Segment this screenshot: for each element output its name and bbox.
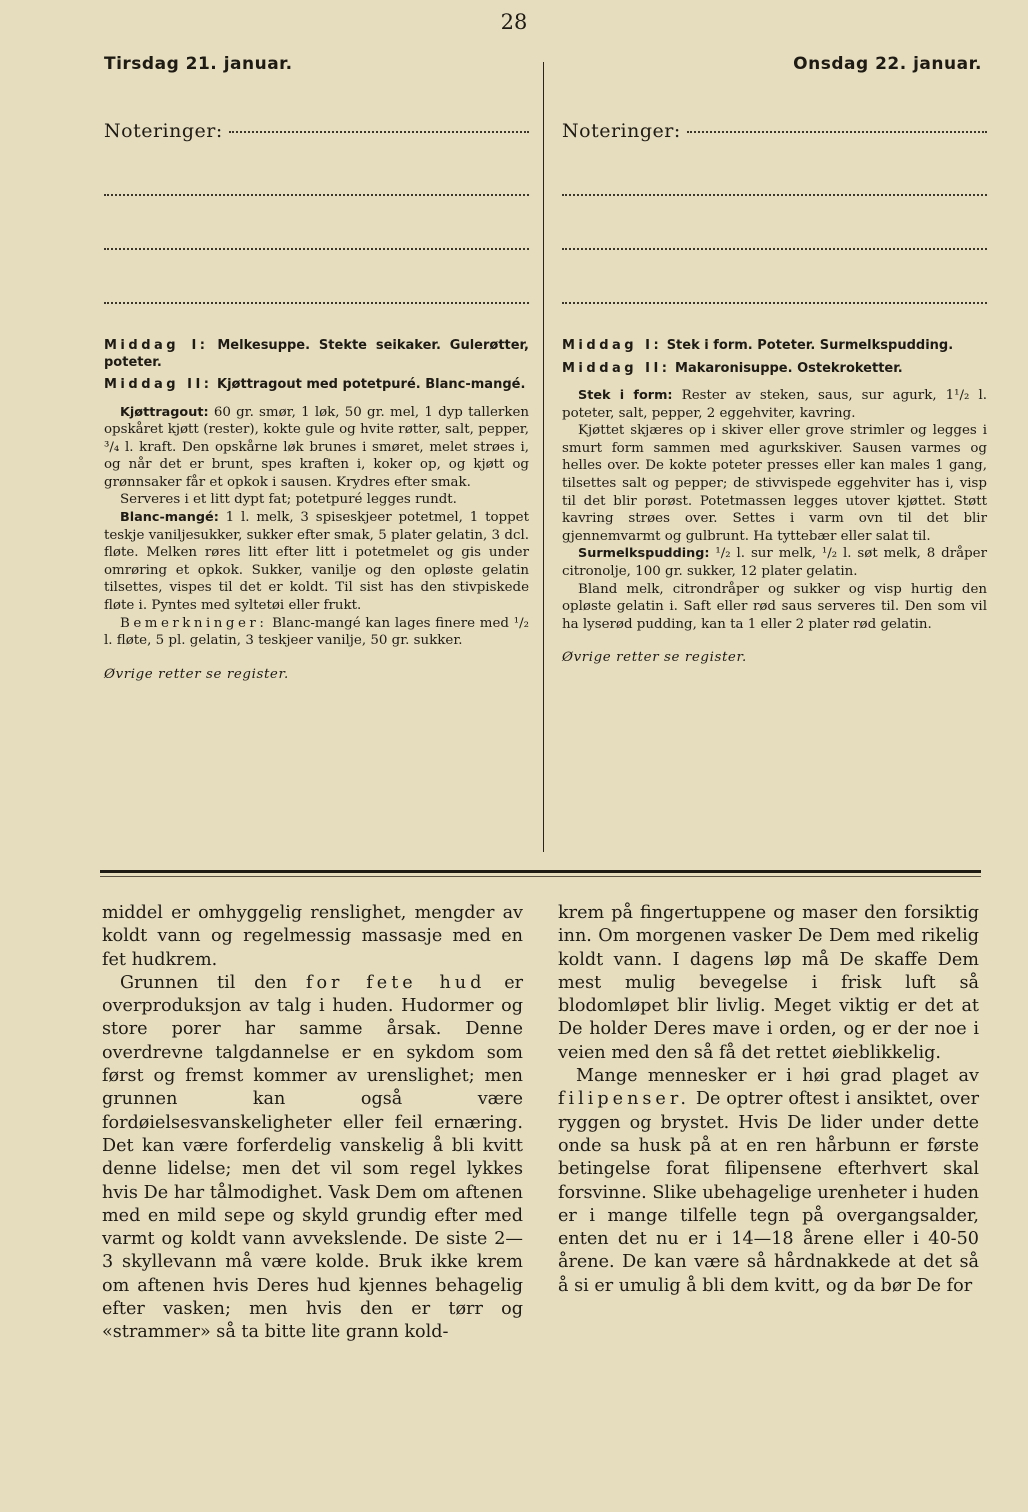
right-recipe-stek xyxy=(562,387,987,422)
left-remarks xyxy=(104,615,529,650)
right-recipe-pudding xyxy=(562,545,987,580)
left-middag-2 xyxy=(104,377,529,394)
right-day-heading: Onsdag 22. januar. xyxy=(793,54,982,74)
left-notes xyxy=(104,120,529,304)
right-middag-1-label: Middag I: xyxy=(562,338,663,353)
left-notes-label: Noteringer: xyxy=(104,120,223,142)
page-number: 28 xyxy=(500,10,528,34)
dotted-line xyxy=(229,131,529,133)
right-menu xyxy=(562,338,987,667)
left-register-note: Øvrige retter se register. xyxy=(104,666,289,682)
dotted-line xyxy=(104,302,529,304)
right-notes-label: Noteringer: xyxy=(562,120,681,142)
section-rule-thin xyxy=(100,876,981,877)
left-middag-2-label: Middag II: xyxy=(104,377,213,392)
left-recipe-ragout xyxy=(104,404,529,492)
section-rule xyxy=(100,870,981,873)
left-remarks-text: Blanc-mangé kan lages finere med ¹/₂ l. fløte, 5 pl. gelatin, 3 teskjeer vanilje, 50 gr. sukker. xyxy=(104,615,529,649)
left-menu xyxy=(104,338,529,683)
dotted-line xyxy=(562,248,987,250)
right-middag-2-text: Makaronisuppe. Ostekroketter. xyxy=(675,360,903,376)
left-recipe-blancmange-title: Blanc-mangé: xyxy=(120,510,219,526)
left-middag-1-text: Melkesuppe. Stekte seikaker. Gulerøtter, poteter. xyxy=(104,338,529,370)
left-day-heading: Tirsdag 21. januar. xyxy=(104,54,293,74)
right-recipe-pudding-method: Bland melk, citrondråper og sukker og visp hurtig den opløste gelatin i. Saft eller rød saus serveres til. Den som vil ha lyserød pudding, kan ta 1 eller 2 plater rød gelatin. xyxy=(562,581,987,632)
right-middag-1 xyxy=(562,338,987,355)
right-recipe-pudding-text: ¹/₂ l. sur melk, ¹/₂ l. søt melk, 8 dråper citronolje, 100 gr. sukker, 12 plater gelatin. xyxy=(562,546,987,579)
dotted-line xyxy=(687,131,987,133)
left-recipe-ragout-title: Kjøttragout: xyxy=(120,404,209,420)
right-recipe-stek-method: Kjøttet skjæres op i skiver eller grove strimler og legges i smurt form sammen med agurkskiver. Sausen varmes og helles over. De kokte poteter presses eller kan males 1 gang, tilsettes salt og pepper; de stivvispede eggehviter has i, visp til det blir porøst. Potetmassen legges utover kjøttet. Støtt kavring strøes over. Settes i varm ovn til det blir gjennemvarmt og gulbrunt. Ha tyttebær eller salat til. xyxy=(562,423,987,544)
right-middag-2 xyxy=(562,361,987,378)
dotted-line xyxy=(104,194,529,196)
bottom-right-p2-post: De optrer oftest i ansiktet, over ryggen og brystet. Hvis De lider under dette onde sa husk på at en ren hårbunn er første betingelse forat filipensene efterhvert skal forsvinne. Slike ubehagelige urenheter i huden er i mange tilfelle tegn på overgangsalder, enten det nu er i 14—18 årene eller i 40-50 årene. De kan være så hårdnakkede at det så å si er umulig å bli dem kvitt, og da bør De for xyxy=(558,1089,980,1296)
right-recipe-stek-title: Stek i form: xyxy=(578,388,673,403)
right-notes-row xyxy=(562,120,987,142)
bottom-right-p2-pre: Mange mennesker er i høi grad plaget av xyxy=(576,1066,979,1087)
right-register-note: Øvrige retter se register. xyxy=(562,650,747,666)
bottom-right-column xyxy=(558,902,979,1298)
bottom-left-column xyxy=(102,902,523,1345)
bottom-left-paragraph-2 xyxy=(102,972,523,1345)
left-middag-1-label: Middag I: xyxy=(104,338,209,353)
bottom-left-paragraph-1: middel er omhyggelig renslighet, mengder av koldt vann og regelmessig massasje med en fet hudkrem. xyxy=(102,903,523,970)
right-middag-1-text: Stek i form. Poteter. Surmelkspudding. xyxy=(666,338,954,353)
dotted-line xyxy=(562,302,987,304)
left-middag-1 xyxy=(104,338,529,371)
bottom-right-p2-spaced: filipenser. xyxy=(558,1089,690,1110)
bottom-right-paragraph-2 xyxy=(558,1065,979,1298)
left-remarks-label: Bemerkninger: xyxy=(120,615,268,631)
left-recipe-ragout-text: 60 gr. smør, 1 løk, 50 gr. mel, 1 dyp tallerken opskåret kjøtt (rester), kokte gule og hvite røtter, salt, pepper, ³/₄ l. kraft. Den opskårne løk brunes i smøret, melet strøes i, og når det er brunt, spes kraften i, koker op, og kjøtt og grønnsaker får et opkok i sausen. Krydres efter smak. xyxy=(104,404,529,490)
bottom-left-p2-spaced: for fete hud xyxy=(305,972,486,993)
column-divider xyxy=(543,62,544,852)
left-recipe-blancmange-text: 1 l. melk, 3 spiseskjeer potetmel, 1 toppet teskje vaniljesukker, sukker efter smak, 5 plater gelatin, 3 dcl. fløte. Melken røres litt efter litt i potetmelet og gis under omrøring et opkok. Sukker, vanilje og den opløste gelatin tilsettes, vispes til det er koldt. Til sist has den stivpiskede fløte i. Pyntes med syltetøi eller frukt. xyxy=(104,510,529,614)
bottom-left-p2-post: er overproduksjon av talg i huden. Hudormer og store porer har samme årsak. Denne overdrevne talgdannelse er en sykdom som først og fremst kommer av urenslighet; men grunnen kan også være fordøielsesvanskeligheter eller feil ernæring. Det kan være forferdelig vanskelig å bli kvitt denne lidelse; men det vil som regel lykkes hvis De har tålmodighet. Vask Dem om aftenen med en mild sepe og skyld grundig efter med varmt og koldt vann avvekslende. De siste 2—3 skyllevann må være kolde. Bruk ikke krem om aftenen hvis Deres hud kjennes behagelig efter vasken; men hvis den er tørr og «strammer» så ta bitte lite grann kold- xyxy=(102,972,524,1343)
bottom-left-p2-pre: Grunnen til den xyxy=(120,972,288,993)
left-middag-2-text: Kjøttragout med potetpuré. Blanc-mangé. xyxy=(217,377,526,392)
left-notes-row xyxy=(104,120,529,142)
right-middag-2-label: Middag II: xyxy=(562,360,671,376)
right-recipe-stek-text: Rester av steken, saus, sur agurk, 1¹/₂ l. poteter, salt, pepper, 2 eggehviter, kavring. xyxy=(562,388,987,421)
right-notes xyxy=(562,120,987,304)
dotted-line xyxy=(104,248,529,250)
bottom-right-paragraph-1: krem på fingertuppene og maser den forsiktig inn. Om morgenen vasker De Dem med rikelig koldt vann. I dagens løp må De skaffe Dem mest mulig bevegelse i frisk luft så blodomløpet blir livlig. Meget viktig er det at De holder Deres mave i orden, og er der noe i veien med den så få det rettet øieblikkelig. xyxy=(558,903,979,1063)
left-recipe-serving: Serveres i et litt dypt fat; potetpuré legges rundt. xyxy=(120,492,457,508)
dotted-line xyxy=(562,194,987,196)
left-recipe-blancmange xyxy=(104,509,529,615)
right-recipe-pudding-title: Surmelkspudding: xyxy=(578,546,710,562)
